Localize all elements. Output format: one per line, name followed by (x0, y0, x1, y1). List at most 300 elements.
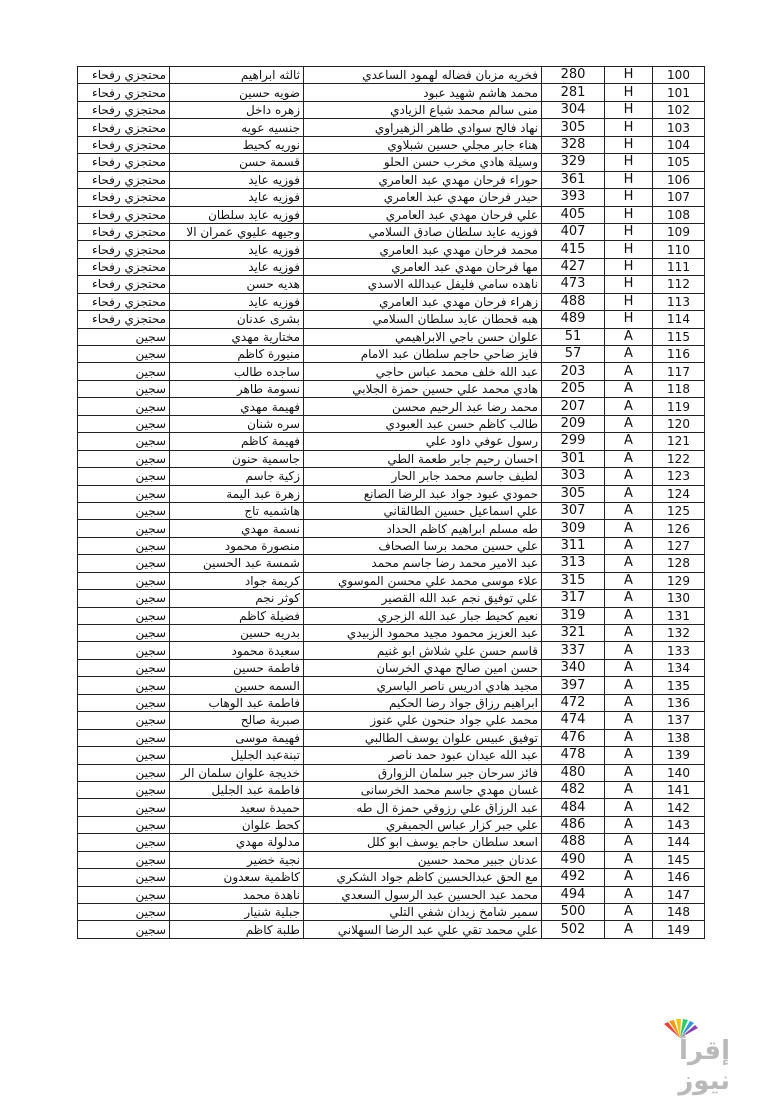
record-number-cell: 309 (542, 520, 605, 537)
status-cell: محتجزي رفحاء (78, 311, 170, 328)
status-cell: محتجزي رفحاء (78, 171, 170, 188)
mother-name-cell: زكية جاسم (170, 468, 304, 485)
sequence-number-cell: 116 (653, 346, 705, 363)
category-code-cell: A (605, 729, 653, 746)
mother-name-cell: شمسة عبد الحسين (170, 555, 304, 572)
record-number-cell: 307 (542, 502, 605, 519)
full-name-cell: عبد الله خلف محمد عباس حاجي (304, 363, 542, 380)
record-number-cell: 305 (542, 485, 605, 502)
table-row (78, 485, 705, 502)
record-number-cell: 280 (542, 67, 605, 84)
table-row (78, 241, 705, 258)
sequence-number-cell: 119 (653, 398, 705, 415)
status-cell: محتجزي رفحاء (78, 67, 170, 84)
category-code-cell: A (605, 712, 653, 729)
full-name-cell: عدنان جبير محمد حسين (304, 851, 542, 868)
full-name-cell: قاسم حسن علي شلاش ابو غنيم (304, 642, 542, 659)
status-cell: سجين (78, 590, 170, 607)
record-number-cell: 480 (542, 764, 605, 781)
mother-name-cell: بشرى عدنان (170, 311, 304, 328)
category-code-cell: A (605, 328, 653, 345)
category-code-cell: H (605, 136, 653, 153)
mother-name-cell: نسمة مهدي (170, 520, 304, 537)
table-row (78, 415, 705, 432)
table-row (78, 816, 705, 833)
record-number-cell: 209 (542, 415, 605, 432)
sequence-number-cell: 141 (653, 781, 705, 798)
category-code-cell: H (605, 171, 653, 188)
category-code-cell: A (605, 450, 653, 467)
full-name-cell: محمد علي جواد حنحون علي عنوز (304, 712, 542, 729)
record-number-cell: 311 (542, 537, 605, 554)
table-row (78, 555, 705, 572)
table-row (78, 328, 705, 345)
table-row (78, 851, 705, 868)
record-number-cell: 393 (542, 189, 605, 206)
full-name-cell: لطيف جاسم محمد جابر الحار (304, 468, 542, 485)
status-cell: محتجزي رفحاء (78, 84, 170, 101)
category-code-cell: H (605, 101, 653, 118)
full-name-cell: نهاد فالح سوادي طاهر الزهيراوي (304, 119, 542, 136)
full-name-cell: غسان مهدي جاسم محمد الخرسانى (304, 781, 542, 798)
full-name-cell: مجيد هادي ادريس ناصر الياسري (304, 677, 542, 694)
category-code-cell: A (605, 694, 653, 711)
category-code-cell: A (605, 537, 653, 554)
mother-name-cell: ضويه حسين (170, 84, 304, 101)
category-code-cell: A (605, 834, 653, 851)
sequence-number-cell: 143 (653, 816, 705, 833)
full-name-cell: علوان حسن باجي الابراهيمي (304, 328, 542, 345)
mother-name-cell: ناهدة محمد (170, 886, 304, 903)
mother-name-cell: فوزيه عايد (170, 258, 304, 275)
table-row (78, 625, 705, 642)
category-code-cell: H (605, 276, 653, 293)
full-name-cell: عبد الرزاق علي رزوقي حمزة ال طه (304, 799, 542, 816)
table-row (78, 921, 705, 938)
mother-name-cell: فهيمة مهدي (170, 398, 304, 415)
sequence-number-cell: 124 (653, 485, 705, 502)
record-number-cell: 317 (542, 590, 605, 607)
table-body (78, 67, 705, 939)
mother-name-cell: سره شنان (170, 415, 304, 432)
category-code-cell: A (605, 485, 653, 502)
sequence-number-cell: 121 (653, 433, 705, 450)
full-name-cell: محمد هاشم شهيد عبود (304, 84, 542, 101)
full-name-cell: عبد العزيز محمود مجيد محمود الزبيدي (304, 625, 542, 642)
record-number-cell: 486 (542, 816, 605, 833)
table-row (78, 363, 705, 380)
mother-name-cell: نوريه كحيط (170, 136, 304, 153)
record-number-cell: 502 (542, 921, 605, 938)
full-name-cell: ابراهيم رزاق جواد رضا الحكيم (304, 694, 542, 711)
status-cell: سجين (78, 450, 170, 467)
category-code-cell: H (605, 154, 653, 171)
table-row (78, 834, 705, 851)
status-cell: محتجزي رفحاء (78, 119, 170, 136)
table-row (78, 677, 705, 694)
category-code-cell: A (605, 398, 653, 415)
mother-name-cell: منيورة كاظم (170, 346, 304, 363)
sequence-number-cell: 100 (653, 67, 705, 84)
full-name-cell: علي جبر كزار عباس الجميفري (304, 816, 542, 833)
sequence-number-cell: 134 (653, 659, 705, 676)
full-name-cell: عبد الامير محمد رضا جاسم محمد (304, 555, 542, 572)
status-cell: سجين (78, 555, 170, 572)
sequence-number-cell: 111 (653, 258, 705, 275)
mother-name-cell: هاشميه تاج (170, 502, 304, 519)
status-cell: سجين (78, 625, 170, 642)
record-number-cell: 313 (542, 555, 605, 572)
table-row (78, 904, 705, 921)
full-name-cell: طالب كاظم حسن عبد العبودي (304, 415, 542, 432)
table-row (78, 572, 705, 589)
sequence-number-cell: 148 (653, 904, 705, 921)
mother-name-cell: بدريه حسين (170, 625, 304, 642)
full-name-cell: ناهده سامي فليفل عبدالله الاسدي (304, 276, 542, 293)
mother-name-cell: مدلولة مهدي (170, 834, 304, 851)
category-code-cell: A (605, 555, 653, 572)
category-code-cell: A (605, 346, 653, 363)
status-cell: سجين (78, 502, 170, 519)
category-code-cell: A (605, 799, 653, 816)
mother-name-cell: نسومة طاهر (170, 380, 304, 397)
full-name-cell: احسان رحيم جابر طعمة الطي (304, 450, 542, 467)
status-cell: سجين (78, 433, 170, 450)
table-row (78, 189, 705, 206)
full-name-cell: عبد الله عيدان عبود حمد ناصر (304, 747, 542, 764)
full-name-cell: حوراء فرحان مهدي عبد العامري (304, 171, 542, 188)
sequence-number-cell: 140 (653, 764, 705, 781)
status-cell: سجين (78, 799, 170, 816)
sequence-number-cell: 145 (653, 851, 705, 868)
table-row (78, 119, 705, 136)
mother-name-cell: قسمة حسن (170, 154, 304, 171)
status-cell: سجين (78, 328, 170, 345)
category-code-cell: A (605, 747, 653, 764)
sequence-number-cell: 149 (653, 921, 705, 938)
table-row (78, 764, 705, 781)
sequence-number-cell: 102 (653, 101, 705, 118)
mother-name-cell: فاطمة حسين (170, 659, 304, 676)
table-row (78, 258, 705, 275)
record-number-cell: 407 (542, 223, 605, 240)
table-row (78, 450, 705, 467)
status-cell: سجين (78, 468, 170, 485)
mother-name-cell: كحط علوان (170, 816, 304, 833)
status-cell: سجين (78, 346, 170, 363)
sequence-number-cell: 117 (653, 363, 705, 380)
status-cell: سجين (78, 607, 170, 624)
table-row (78, 694, 705, 711)
sequence-number-cell: 126 (653, 520, 705, 537)
table-row (78, 136, 705, 153)
category-code-cell: A (605, 590, 653, 607)
category-code-cell: H (605, 189, 653, 206)
mother-name-cell: فوزيه عايد سلطان (170, 206, 304, 223)
category-code-cell: A (605, 921, 653, 938)
status-cell: محتجزي رفحاء (78, 189, 170, 206)
category-code-cell: A (605, 380, 653, 397)
record-number-cell: 315 (542, 572, 605, 589)
sequence-number-cell: 120 (653, 415, 705, 432)
mother-name-cell: كوثر نجم (170, 590, 304, 607)
status-cell: محتجزي رفحاء (78, 206, 170, 223)
category-code-cell: H (605, 84, 653, 101)
mother-name-cell: ثالثه ابراهيم (170, 67, 304, 84)
table-row (78, 729, 705, 746)
sequence-number-cell: 135 (653, 677, 705, 694)
mother-name-cell: زهره داخل (170, 101, 304, 118)
status-cell: محتجزي رفحاء (78, 241, 170, 258)
sequence-number-cell: 133 (653, 642, 705, 659)
table-row (78, 154, 705, 171)
mother-name-cell: جاسمية حنون (170, 450, 304, 467)
category-code-cell: A (605, 625, 653, 642)
status-cell: سجين (78, 694, 170, 711)
record-number-cell: 472 (542, 694, 605, 711)
watermark-text: إقرأ نيوز (678, 1036, 730, 1096)
status-cell: سجين (78, 921, 170, 938)
mother-name-cell: فوزيه عايد (170, 189, 304, 206)
record-number-cell: 305 (542, 119, 605, 136)
sequence-number-cell: 113 (653, 293, 705, 310)
watermark-logo (620, 1018, 740, 1096)
mother-name-cell: وجيهه عليوي عمران الا (170, 223, 304, 240)
sequence-number-cell: 147 (653, 886, 705, 903)
record-number-cell: 205 (542, 380, 605, 397)
table-row (78, 67, 705, 84)
record-number-cell: 474 (542, 712, 605, 729)
record-number-cell: 473 (542, 276, 605, 293)
sequence-number-cell: 131 (653, 607, 705, 624)
record-number-cell: 484 (542, 799, 605, 816)
full-name-cell: علي فرحان مهدي عبد العامري (304, 206, 542, 223)
status-cell: سجين (78, 642, 170, 659)
category-code-cell: A (605, 468, 653, 485)
full-name-cell: هناء جابر مجلي حسين شبلاوي (304, 136, 542, 153)
sequence-number-cell: 139 (653, 747, 705, 764)
record-number-cell: 492 (542, 869, 605, 886)
mother-name-cell: نجية خضير (170, 851, 304, 868)
mother-name-cell: السمه حسين (170, 677, 304, 694)
mother-name-cell: فهيمة كاظم (170, 433, 304, 450)
table-row (78, 84, 705, 101)
status-cell: سجين (78, 747, 170, 764)
sequence-number-cell: 122 (653, 450, 705, 467)
category-code-cell: H (605, 223, 653, 240)
status-cell: سجين (78, 851, 170, 868)
mother-name-cell: تبنةعبد الجليل (170, 747, 304, 764)
sequence-number-cell: 127 (653, 537, 705, 554)
sequence-number-cell: 123 (653, 468, 705, 485)
mother-name-cell: جبلية شنيار (170, 904, 304, 921)
table-row (78, 712, 705, 729)
full-name-cell: منى سالم محمد شياع الزيادي (304, 101, 542, 118)
status-cell: سجين (78, 764, 170, 781)
sequence-number-cell: 112 (653, 276, 705, 293)
mother-name-cell: سعيدة محمود (170, 642, 304, 659)
table-row (78, 590, 705, 607)
status-cell: محتجزي رفحاء (78, 293, 170, 310)
sequence-number-cell: 107 (653, 189, 705, 206)
full-name-cell: وسيلة هادي مخرب حسن الحلو (304, 154, 542, 171)
sequence-number-cell: 104 (653, 136, 705, 153)
record-number-cell: 488 (542, 293, 605, 310)
record-number-cell: 482 (542, 781, 605, 798)
table-row (78, 276, 705, 293)
table-row (78, 380, 705, 397)
table-row (78, 223, 705, 240)
table-row (78, 642, 705, 659)
full-name-cell: محمد عبد الحسين عبد الرسول السعدي (304, 886, 542, 903)
status-cell: سجين (78, 781, 170, 798)
category-code-cell: H (605, 206, 653, 223)
mother-name-cell: حميدة سعيد (170, 799, 304, 816)
category-code-cell: A (605, 659, 653, 676)
record-number-cell: 361 (542, 171, 605, 188)
category-code-cell: A (605, 363, 653, 380)
sequence-number-cell: 106 (653, 171, 705, 188)
status-cell: سجين (78, 398, 170, 415)
full-name-cell: مها فرحان مهدي عبد العامري (304, 258, 542, 275)
record-number-cell: 303 (542, 468, 605, 485)
category-code-cell: A (605, 520, 653, 537)
full-name-cell: فخريه مزبان فضاله لهمود الساعدي (304, 67, 542, 84)
category-code-cell: H (605, 293, 653, 310)
table-row (78, 537, 705, 554)
table-row (78, 311, 705, 328)
status-cell: سجين (78, 869, 170, 886)
sequence-number-cell: 137 (653, 712, 705, 729)
status-cell: سجين (78, 816, 170, 833)
table-row (78, 171, 705, 188)
mother-name-cell: زهرة عبد اليمة (170, 485, 304, 502)
full-name-cell: زهراء فرحان مهدي عبد العامري (304, 293, 542, 310)
sequence-number-cell: 110 (653, 241, 705, 258)
full-name-cell: حسن امين صالح مهدي الخرسان (304, 659, 542, 676)
category-code-cell: H (605, 241, 653, 258)
category-code-cell: A (605, 607, 653, 624)
category-code-cell: A (605, 781, 653, 798)
status-cell: محتجزي رفحاء (78, 258, 170, 275)
status-cell: محتجزي رفحاء (78, 223, 170, 240)
status-cell: سجين (78, 712, 170, 729)
status-cell: سجين (78, 485, 170, 502)
mother-name-cell: كريمة جواد (170, 572, 304, 589)
full-name-cell: نعيم كحيط جبار عبد الله الزجري (304, 607, 542, 624)
full-name-cell: اسعد سلطان حاجم يوسف ابو كلل (304, 834, 542, 851)
category-code-cell: A (605, 572, 653, 589)
sequence-number-cell: 108 (653, 206, 705, 223)
mother-name-cell: هديه حسن (170, 276, 304, 293)
record-number-cell: 340 (542, 659, 605, 676)
table-row (78, 502, 705, 519)
mother-name-cell: فوزيه عايد (170, 293, 304, 310)
record-number-cell: 476 (542, 729, 605, 746)
full-name-cell: طه مسلم ابراهيم كاظم الحداد (304, 520, 542, 537)
status-cell: سجين (78, 886, 170, 903)
category-code-cell: A (605, 851, 653, 868)
mother-name-cell: فاطمة عبد الجليل (170, 781, 304, 798)
category-code-cell: A (605, 433, 653, 450)
full-name-cell: حيدر فرحان مهدي عبد العامري (304, 189, 542, 206)
full-name-cell: مع الحق عبدالحسين كاظم جواد الشكري (304, 869, 542, 886)
mother-name-cell: فضيلة كاظم (170, 607, 304, 624)
full-name-cell: سمير شامخ زيدان شفي التلي (304, 904, 542, 921)
full-name-cell: علاء موسى محمد علي محسن الموسوي (304, 572, 542, 589)
sequence-number-cell: 136 (653, 694, 705, 711)
table-row (78, 206, 705, 223)
record-number-cell: 494 (542, 886, 605, 903)
full-name-cell: فائز سرحان جبر سلمان الزوارق (304, 764, 542, 781)
category-code-cell: A (605, 869, 653, 886)
full-name-cell: محمد فرحان مهدي عبد العامري (304, 241, 542, 258)
mother-name-cell: فوزيه عايد (170, 241, 304, 258)
table-row (78, 101, 705, 118)
full-name-cell: علي حسين محمد برسا الصحاف (304, 537, 542, 554)
record-number-cell: 207 (542, 398, 605, 415)
table-row (78, 346, 705, 363)
status-cell: محتجزي رفحاء (78, 136, 170, 153)
table-row (78, 886, 705, 903)
status-cell: سجين (78, 677, 170, 694)
record-number-cell: 321 (542, 625, 605, 642)
status-cell: محتجزي رفحاء (78, 276, 170, 293)
record-number-cell: 328 (542, 136, 605, 153)
status-cell: سجين (78, 834, 170, 851)
full-name-cell: هبه قحطان عايد سلطان السلامي (304, 311, 542, 328)
full-name-cell: هادي محمد علي حسين حمزة الجلابي (304, 380, 542, 397)
record-number-cell: 405 (542, 206, 605, 223)
record-number-cell: 415 (542, 241, 605, 258)
sequence-number-cell: 114 (653, 311, 705, 328)
sequence-number-cell: 115 (653, 328, 705, 345)
category-code-cell: A (605, 502, 653, 519)
status-cell: سجين (78, 380, 170, 397)
sequence-number-cell: 130 (653, 590, 705, 607)
category-code-cell: A (605, 764, 653, 781)
status-cell: سجين (78, 520, 170, 537)
status-cell: سجين (78, 572, 170, 589)
mother-name-cell: جنسيه عويه (170, 119, 304, 136)
full-name-cell: فايز ضاحي حاجم سلطان عبد الامام (304, 346, 542, 363)
category-code-cell: A (605, 642, 653, 659)
category-code-cell: H (605, 67, 653, 84)
record-number-cell: 397 (542, 677, 605, 694)
full-name-cell: حمودي عبود جواد عبد الرضا الصانع (304, 485, 542, 502)
table-row (78, 799, 705, 816)
record-number-cell: 489 (542, 311, 605, 328)
sequence-number-cell: 129 (653, 572, 705, 589)
table-row (78, 468, 705, 485)
full-name-cell: علي محمد تقي علي عبد الرضا السهلاني (304, 921, 542, 938)
records-table (77, 66, 705, 939)
status-cell: سجين (78, 537, 170, 554)
record-number-cell: 337 (542, 642, 605, 659)
record-number-cell: 319 (542, 607, 605, 624)
record-number-cell: 304 (542, 101, 605, 118)
full-name-cell: فوزيه عايد سلطان صادق السلامي (304, 223, 542, 240)
full-name-cell: علي توفيق نجم عبد الله القصير (304, 590, 542, 607)
record-number-cell: 301 (542, 450, 605, 467)
full-name-cell: توفيق عبيس علوان يوسف الطالبي (304, 729, 542, 746)
table-row (78, 433, 705, 450)
record-number-cell: 490 (542, 851, 605, 868)
status-cell: سجين (78, 729, 170, 746)
table-row (78, 607, 705, 624)
full-name-cell: علي اسماعيل حسين الطالقاني (304, 502, 542, 519)
category-code-cell: A (605, 886, 653, 903)
